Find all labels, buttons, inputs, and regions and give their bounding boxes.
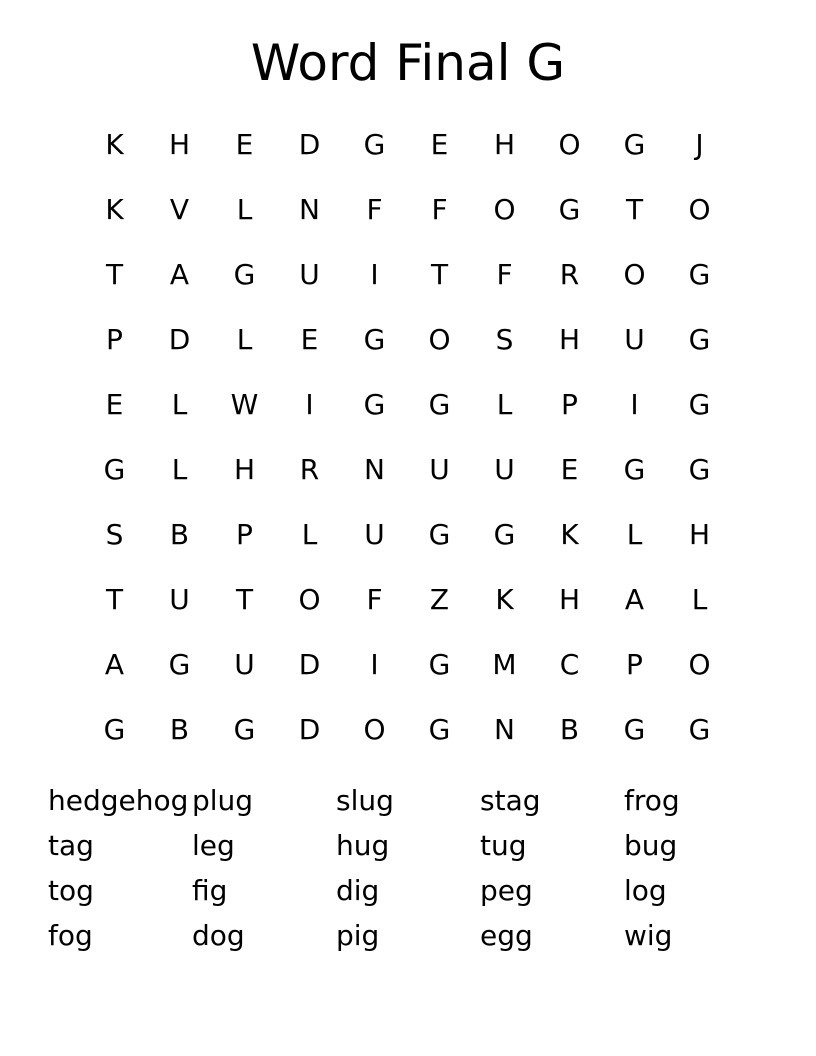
word-bank (48, 778, 768, 958)
grid-letter: M (492, 648, 517, 681)
grid-letter: U (234, 648, 255, 681)
word-list-item: fog (48, 919, 93, 952)
grid-letter: G (103, 713, 126, 746)
grid-letter: D (298, 713, 321, 746)
grid-letter: F (366, 583, 383, 616)
grid-letter: L (301, 518, 318, 551)
word-list-item: pig (336, 919, 380, 952)
grid-letter: R (299, 453, 320, 486)
grid-letter: O (623, 258, 646, 291)
grid-letter: L (171, 453, 188, 486)
grid-letter: G (623, 128, 646, 161)
grid-letter: U (494, 453, 515, 486)
word-list-item: slug (336, 784, 394, 817)
grid-letter: U (429, 453, 450, 486)
grid-letter: A (169, 258, 190, 291)
grid-letter: L (626, 518, 643, 551)
grid-letter: T (235, 583, 254, 616)
page-title: Word Final G (250, 34, 566, 92)
grid-letter: D (168, 323, 191, 356)
grid-letter: H (688, 518, 711, 551)
grid-letter: H (558, 583, 581, 616)
grid-letter: G (688, 388, 711, 421)
word-list-item: frog (624, 784, 680, 817)
grid-letter: E (560, 453, 579, 486)
grid-letter: I (370, 258, 379, 291)
grid-letter: A (624, 583, 645, 616)
grid-letter: H (493, 128, 516, 161)
grid-letter: N (299, 193, 320, 226)
grid-letter: P (236, 518, 253, 551)
grid-letter: O (493, 193, 516, 226)
word-list-item: tog (48, 874, 94, 907)
grid-letter: V (169, 193, 190, 226)
word-list-item: bug (624, 829, 678, 862)
grid-letter: Z (429, 583, 450, 616)
grid-letter: C (559, 648, 580, 681)
grid-letter: O (298, 583, 321, 616)
word-list-item: dog (192, 919, 245, 952)
grid-letter: E (300, 323, 319, 356)
grid-letter: U (299, 258, 320, 291)
grid-letter: U (364, 518, 385, 551)
grid-letter: G (233, 258, 256, 291)
grid-letter: O (558, 128, 581, 161)
grid-letter: K (105, 128, 124, 161)
word-list-item: stag (480, 784, 541, 817)
grid-letter: O (363, 713, 386, 746)
grid-letter: A (104, 648, 125, 681)
word-list-item: dig (336, 874, 380, 907)
grid-letter: B (169, 518, 190, 551)
grid-letter: G (623, 453, 646, 486)
grid-letter: K (560, 518, 579, 551)
word-list-item: wig (624, 919, 673, 952)
grid-letter: L (171, 388, 188, 421)
grid-letter: E (430, 128, 449, 161)
grid-letter: F (431, 193, 448, 226)
grid-letter: B (169, 713, 190, 746)
grid-letter: U (169, 583, 190, 616)
grid-letter: P (626, 648, 643, 681)
grid-letter: T (625, 193, 644, 226)
grid-letter: H (558, 323, 581, 356)
grid-letter: H (233, 453, 256, 486)
grid-letter: D (298, 128, 321, 161)
grid-letter: G (493, 518, 516, 551)
grid-letter: G (688, 258, 711, 291)
word-list-item: log (624, 874, 667, 907)
grid-letter: G (688, 323, 711, 356)
letter-grid (82, 112, 732, 762)
grid-letter: G (363, 323, 386, 356)
grid-letter: L (236, 323, 253, 356)
word-list-item: leg (192, 829, 235, 862)
word-list-item: hedgehog (48, 784, 189, 817)
grid-letter: G (428, 648, 451, 681)
grid-letter: P (106, 323, 123, 356)
grid-letter: O (428, 323, 451, 356)
grid-letter: G (428, 388, 451, 421)
grid-letter: W (230, 388, 259, 421)
word-list-item: peg (480, 874, 533, 907)
grid-letter: G (103, 453, 126, 486)
word-list-item: plug (192, 784, 254, 817)
grid-letter: L (496, 388, 513, 421)
grid-letter: T (105, 583, 124, 616)
grid-letter: G (168, 648, 191, 681)
grid-letter: G (688, 713, 711, 746)
grid-letter: G (428, 713, 451, 746)
grid-letter: E (105, 388, 124, 421)
grid-letter: I (305, 388, 314, 421)
grid-letter: K (495, 583, 514, 616)
word-list-item: tug (480, 829, 527, 862)
grid-letter: F (366, 193, 383, 226)
word-list-item: tag (48, 829, 94, 862)
grid-letter: G (558, 193, 581, 226)
word-list-item: hug (336, 829, 390, 862)
grid-letter: K (105, 193, 124, 226)
grid-letter: L (236, 193, 253, 226)
grid-letter: S (105, 518, 124, 551)
grid-letter: P (561, 388, 578, 421)
grid-letter: G (363, 388, 386, 421)
grid-letter: G (623, 713, 646, 746)
word-list-item: egg (480, 919, 533, 952)
grid-letter: E (235, 128, 254, 161)
grid-letter: T (105, 258, 124, 291)
grid-letter: G (688, 453, 711, 486)
grid-letter: J (695, 128, 704, 161)
grid-letter: O (688, 193, 711, 226)
grid-letter: G (233, 713, 256, 746)
grid-letter: I (630, 388, 639, 421)
grid-letter: T (430, 258, 449, 291)
grid-letter: D (298, 648, 321, 681)
grid-letter: N (494, 713, 515, 746)
grid-letter: B (559, 713, 580, 746)
grid-letter: R (559, 258, 580, 291)
grid-letter: L (691, 583, 708, 616)
grid-letter: N (364, 453, 385, 486)
grid-letter: U (624, 323, 645, 356)
grid-letter: S (495, 323, 514, 356)
grid-letter: I (370, 648, 379, 681)
grid-letter: O (688, 648, 711, 681)
grid-letter: G (428, 518, 451, 551)
word-list-item: fig (192, 874, 228, 907)
grid-letter: G (363, 128, 386, 161)
grid-letter: F (496, 258, 513, 291)
grid-letter: H (168, 128, 191, 161)
